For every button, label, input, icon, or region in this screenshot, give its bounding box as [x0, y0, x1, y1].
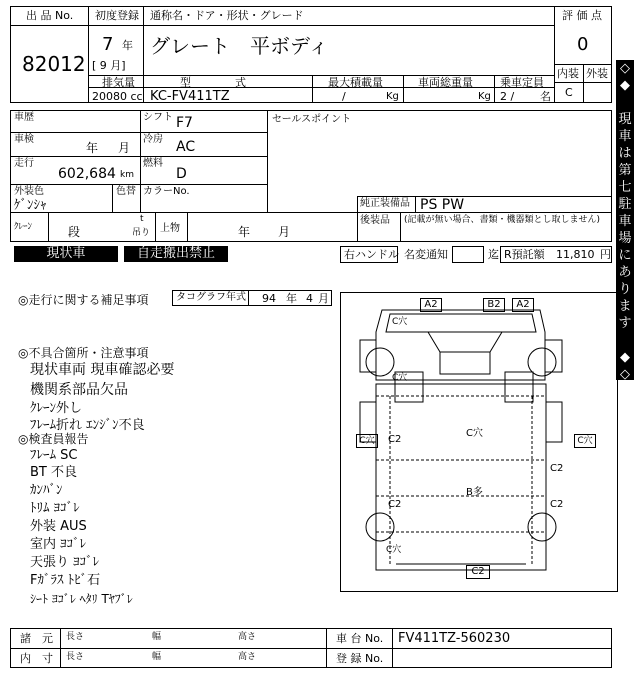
- inspector-line: Fｶﾞﾗｽ ﾄﾋﾞ石: [30, 573, 101, 588]
- color-no-label: カラーNo.: [143, 186, 190, 197]
- displacement-label: 排気量: [102, 76, 135, 89]
- interior-score: C: [565, 86, 573, 99]
- genuine-equipment: PS PW: [420, 197, 465, 213]
- mark-c-hole-right: C穴: [577, 436, 593, 446]
- max-load-label: 最大積載量: [328, 76, 383, 89]
- capacity-unit: 名: [540, 90, 551, 103]
- shift: F7: [176, 115, 193, 131]
- inspector-line: 天張り ﾖｺﾞﾚ: [30, 555, 100, 570]
- first-reg-label: 初度登録: [95, 9, 139, 22]
- mark-c-hole-center: C穴: [466, 428, 483, 439]
- mark-c2-right-bot: C2: [550, 499, 564, 510]
- truck-damage-diagram: [340, 292, 618, 592]
- upper-year-unit: 年: [238, 225, 251, 239]
- mark-c-hole-left: C穴: [359, 436, 375, 446]
- genuine-label: 純正装備品: [360, 198, 410, 209]
- gross-weight-label: 車両総重量: [418, 76, 473, 89]
- displacement: 20080 cc: [92, 90, 143, 103]
- first-reg-year-unit: 年: [122, 39, 133, 52]
- interior-score-label: 内装: [557, 67, 579, 80]
- score-value: 0: [577, 34, 589, 55]
- crane-label: ｸﾚｰﾝ: [14, 222, 33, 232]
- inspector-line: ｼｰﾄ ﾖｺﾞﾚ ﾍﾀﾘ Tﾔﾌﾞﾚ: [30, 592, 133, 606]
- mark-c2-rear: C2: [471, 566, 485, 577]
- max-load: /: [342, 90, 346, 103]
- upper-label: 上物: [160, 223, 180, 234]
- history-label: 車歴: [14, 112, 34, 123]
- first-reg-month: [ 9 月]: [92, 59, 126, 72]
- inspector-line: 外装 AUS: [30, 519, 87, 534]
- sales-point-label: セールスポイント: [272, 114, 352, 125]
- ac: AC: [176, 139, 196, 155]
- mark-b-many: B多: [466, 487, 483, 498]
- tachograph-month-unit: 月: [318, 292, 329, 305]
- self-drive-ban-badge: 自走搬出禁止: [124, 246, 228, 262]
- mark-box: [466, 565, 490, 579]
- first-reg-year: 7: [102, 34, 114, 55]
- chassis-label: 車 台 No.: [336, 632, 384, 645]
- fuel-label: 燃料: [143, 158, 163, 169]
- mark-c2-left-bot: C2: [388, 499, 402, 510]
- mark-c-hole-front: C穴: [392, 373, 408, 383]
- inspector-line: ﾌﾚｰﾑ SC: [30, 448, 78, 463]
- crane-hang: 吊り: [132, 228, 151, 238]
- mark-box: [512, 298, 534, 312]
- defects-title: ◎不具合箇所・注意事項: [18, 346, 149, 360]
- capacity-label: 乗車定員: [500, 76, 544, 89]
- capacity: 2 /: [500, 90, 515, 103]
- inspection-label: 車検: [14, 134, 34, 145]
- reg-label: 登 録 No.: [336, 652, 384, 665]
- deadline-label: 迄: [488, 248, 499, 261]
- tachograph-year-unit: 年: [286, 292, 297, 305]
- mark-box: [356, 434, 378, 448]
- inspector-title: ◎検査員報告: [18, 432, 89, 446]
- vertical-banner: ◇ ◆ 現 車 は 第 七 駐 車 場 に あ り ま す ◆ ◇: [616, 60, 634, 380]
- name-change-box: [452, 246, 484, 263]
- mark-box: [574, 434, 596, 448]
- lot-label: 出 品 No.: [26, 9, 74, 22]
- inspector-line: BT 不良: [30, 465, 77, 480]
- inspector-line: 室内 ﾖｺﾞﾚ: [30, 537, 87, 552]
- color-swap-label: 色替: [116, 186, 136, 197]
- mark-box: [483, 298, 505, 312]
- car-name: グレート 平ボディ: [150, 34, 329, 58]
- shift-label: シフト: [143, 112, 173, 123]
- mark-b2: B2: [487, 299, 501, 310]
- mark-c-hole-rear: C穴: [386, 545, 402, 555]
- defect-line: ﾌﾚｰﾑ折れ ｴﾝｼﾞﾝ不良: [30, 418, 145, 433]
- mark-a2-right: A2: [516, 299, 530, 310]
- dims-label: 諸 元: [20, 632, 53, 645]
- chassis-no: FV411TZ-560230: [398, 631, 511, 646]
- recycle-label: R預託額: [504, 248, 545, 261]
- inspection-month-unit: 月: [118, 141, 131, 155]
- recycle-value: 11,810: [556, 248, 595, 261]
- name-change-label: 名変通知: [404, 248, 448, 261]
- mileage-label: 走行: [14, 158, 34, 169]
- inspection-year-unit: 年: [86, 141, 99, 155]
- mark-a2-left: A2: [424, 299, 438, 310]
- mileage: 602,684: [58, 166, 116, 182]
- max-load-unit: Kg: [386, 91, 399, 102]
- inner-dims-label: 内 寸: [20, 652, 53, 665]
- upper-month-unit: 月: [278, 225, 291, 239]
- color: ｹﾞﾝｼｬ: [14, 198, 47, 213]
- model: KC-FV411TZ: [150, 89, 230, 104]
- mark-c2-left-top: C2: [388, 434, 402, 445]
- gross-weight-unit: Kg: [478, 91, 491, 102]
- aftermarket-label: 後装品: [360, 215, 390, 226]
- crane-ton: t: [140, 214, 144, 224]
- fuel: D: [176, 166, 187, 182]
- tachograph-month: 4: [306, 292, 313, 305]
- exterior-score-label: 外装: [586, 67, 608, 80]
- recycle-unit: 円: [600, 248, 611, 261]
- color-label: 外装色: [14, 186, 44, 197]
- width-label: 幅: [152, 652, 162, 662]
- height-label: 高さ: [238, 652, 257, 662]
- mark-c-hole-top: C穴: [392, 317, 408, 327]
- defect-line: 現状車両 現車確認必要: [30, 362, 175, 378]
- crane-stage: 段: [68, 225, 81, 239]
- score-label: 評 価 点: [562, 9, 602, 22]
- length-label: 長さ: [66, 652, 85, 662]
- mileage-unit: km: [120, 170, 134, 180]
- lot-number: 82012: [22, 52, 86, 76]
- rhd: 右ハンドル: [344, 248, 399, 261]
- name-label: 通称名・ドア・形状・グレード: [150, 9, 304, 22]
- tachograph-label: タコグラフ年式: [176, 292, 246, 303]
- mark-c2-right-top: C2: [550, 463, 564, 474]
- tachograph-year: 94: [262, 292, 276, 305]
- height-label: 高さ: [238, 632, 257, 642]
- defect-line: 機関系部品欠品: [30, 382, 128, 398]
- inspector-line: ｶﾝﾊﾞﾝ: [30, 483, 63, 498]
- ac-label: 冷房: [143, 134, 163, 145]
- mark-box: [420, 298, 442, 312]
- aftermarket-note: (記載が無い場合、書類・機器類とし取しません): [404, 215, 601, 225]
- length-label: 長さ: [66, 632, 85, 642]
- width-label: 幅: [152, 632, 162, 642]
- current-car-badge: 現状車: [14, 246, 118, 262]
- model-label: 型 式: [180, 76, 246, 89]
- inspector-line: ﾄﾘﾑ ﾖｺﾞﾚ: [30, 501, 80, 516]
- supplement-title: ◎走行に関する補足事項: [18, 293, 149, 307]
- defect-line: ｸﾚｰﾝ外し: [30, 401, 83, 416]
